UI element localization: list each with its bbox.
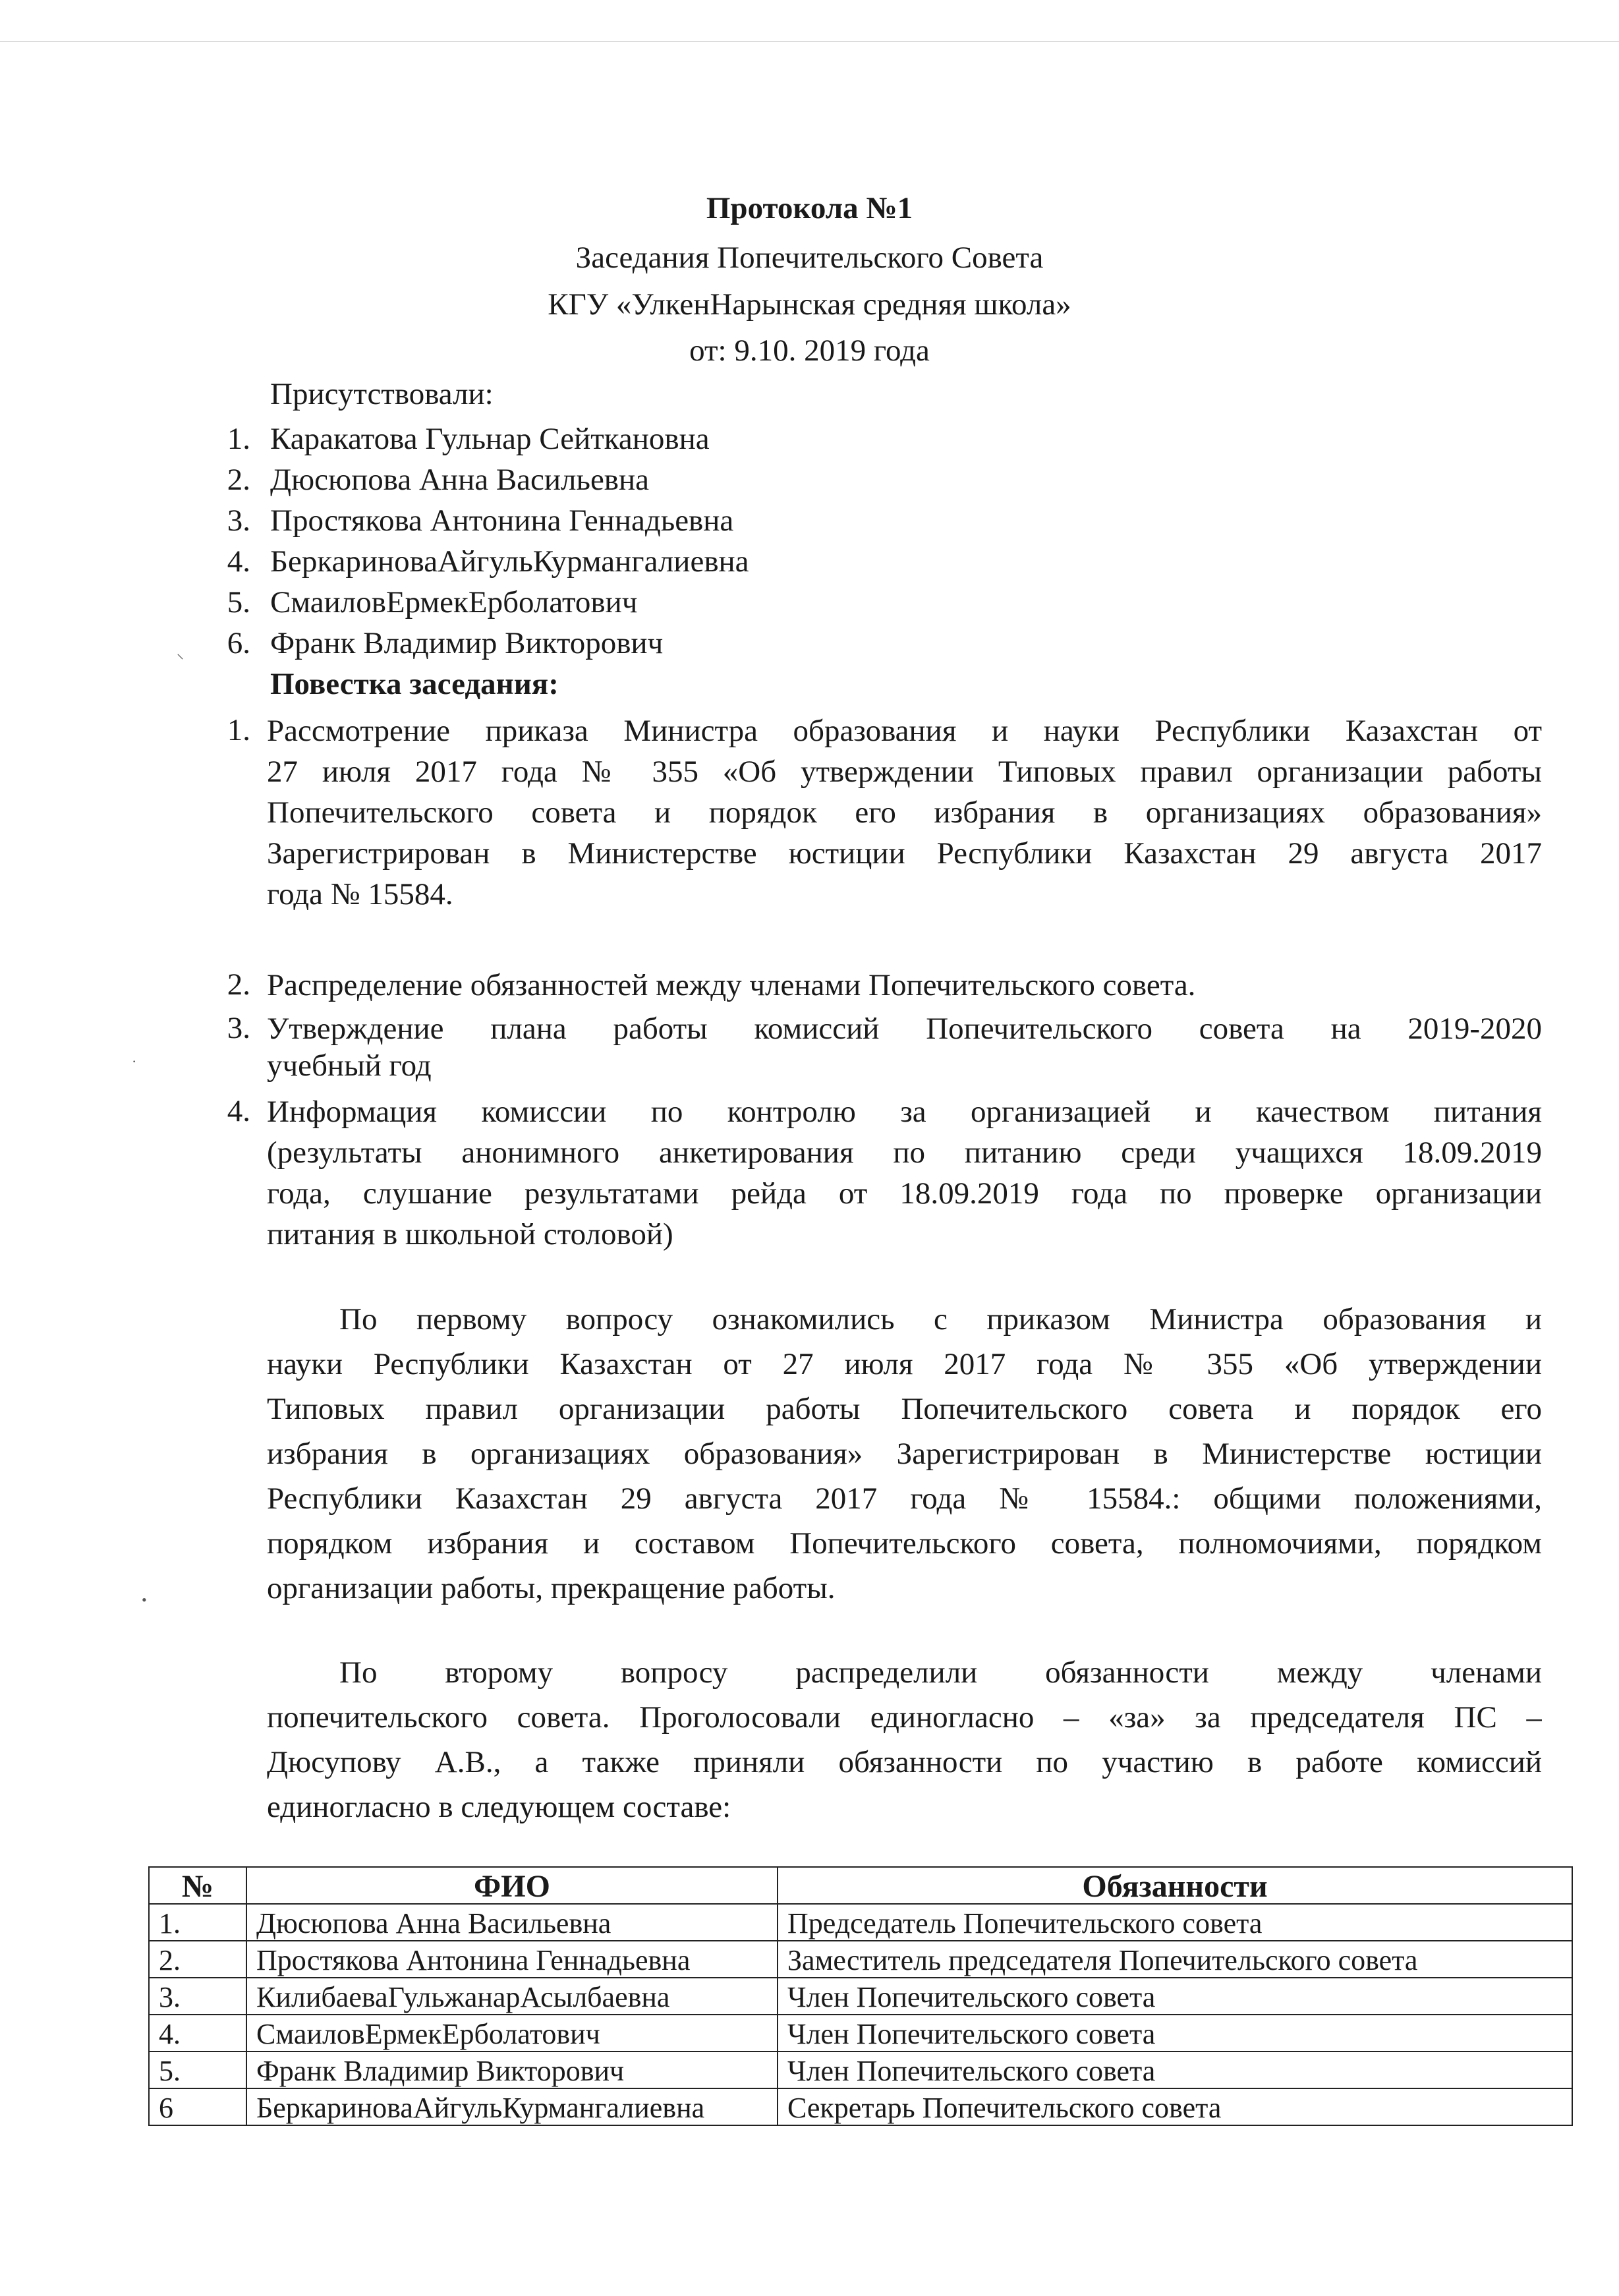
text-line: Дюсупову А.В., а также приняли обязанности по участию в работе комиссий: [267, 1745, 1542, 1779]
paragraph-second-question: [267, 1650, 1542, 1829]
text-line: По второму вопросу распределили обязанности между членами: [339, 1655, 1542, 1690]
attendee-name: СмаиловЕрмекЕрболатович: [270, 585, 638, 619]
list-number: 1.: [227, 713, 250, 747]
attendee-name: Простякова Антонина Геннадьевна: [270, 503, 734, 538]
text-line: учебный год: [267, 1048, 432, 1082]
member-name: СмаиловЕрмекЕрболатович: [246, 2015, 778, 2052]
text-line: Рассмотрение приказа Министра образования и науки Республики Казахстан от: [267, 714, 1542, 748]
agenda-heading: Повестка заседания:: [270, 667, 559, 701]
row-number: 4.: [149, 2015, 246, 2052]
member-duty: Заместитель председателя Попечительского совета: [778, 1941, 1572, 1978]
member-name: КилибаеваГульжанарАсылбаевна: [246, 1978, 778, 2015]
member-name: Простякова Антонина Геннадьевна: [246, 1941, 778, 1978]
text-line: Информация комиссии по контролю за организацией и качеством питания: [267, 1095, 1542, 1129]
text-line: года, слушание результатами рейда от 18.09.2019 года по проверке организации: [267, 1176, 1542, 1211]
text-line: науки Республики Казахстан от 27 июля 2017 года № 355 «Об утверждении: [267, 1347, 1542, 1381]
scan-speck: •: [142, 1592, 147, 1608]
agenda-item-3: [267, 1008, 1542, 1082]
document-subtitle: Заседания Попечительского Совета: [575, 241, 1044, 275]
column-header-number: №: [149, 1867, 246, 1904]
text-line: По первому вопросу ознакомились с приказом Министра образования и: [339, 1302, 1542, 1336]
attendee-name: Каракатова Гульнар Сейткановна: [270, 422, 710, 456]
row-number: 1.: [149, 1904, 246, 1941]
text-line: питания в школьной столовой): [267, 1217, 673, 1251]
table-row: [149, 1904, 1572, 1941]
list-number: 3.: [227, 1011, 250, 1045]
text-line: Утверждение плана работы комиссий Попечительского совета на 2019-2020: [267, 1012, 1542, 1045]
text-line: Попечительского совета и порядок его избрания в организациях образования»: [267, 795, 1542, 830]
text-line: организации работы, прекращение работы.: [267, 1571, 836, 1605]
table-row: [149, 1941, 1572, 1978]
list-number: 3.: [227, 503, 250, 538]
list-number: 2.: [227, 967, 250, 1002]
list-number: 6.: [227, 626, 250, 660]
text-line: избрания в организациях образования» Зарегистрирован в Министерстве юстиции: [267, 1437, 1542, 1471]
row-number: 6: [149, 2088, 246, 2125]
member-duty: Член Попечительского совета: [778, 1978, 1572, 2015]
text-line: года № 15584.: [267, 877, 453, 911]
document-title: Протокола №1: [706, 191, 913, 225]
member-duty: Секретарь Попечительского совета: [778, 2088, 1572, 2125]
agenda-item-4: [267, 1091, 1542, 1255]
list-number: 1.: [227, 422, 250, 456]
scan-speck: ⸌: [177, 651, 185, 668]
list-number: 2.: [227, 463, 250, 497]
scan-speck: ·: [132, 1053, 137, 1070]
column-header-name: ФИО: [246, 1867, 778, 1904]
member-name: БеркариноваАйгульКурмангалиевна: [246, 2088, 778, 2125]
member-duty: Член Попечительского совета: [778, 2052, 1572, 2088]
table-row: [149, 2088, 1572, 2125]
text-line: Зарегистрирован в Министерстве юстиции Республики Казахстан 29 августа 2017: [267, 836, 1542, 871]
row-number: 5.: [149, 2052, 246, 2088]
text-line: Распределение обязанностей между членами Попечительского совета.: [267, 968, 1196, 1002]
list-number: 5.: [227, 585, 250, 619]
document-date: от: 9.10. 2019 года: [689, 333, 930, 368]
duties-table: [148, 1866, 1573, 2126]
table-row: [149, 2015, 1572, 2052]
attendee-name: Франк Владимир Викторович: [270, 626, 664, 660]
table-row: [149, 1978, 1572, 2015]
text-line: (результаты анонимного анкетирования по питанию среди учащихся 18.09.2019: [267, 1135, 1542, 1170]
member-duty: Председатель Попечительского совета: [778, 1904, 1572, 1941]
member-name: Франк Владимир Викторович: [246, 2052, 778, 2088]
text-line: порядком избрания и составом Попечительского совета, полномочиями, порядком: [267, 1526, 1542, 1561]
table-header-row: [149, 1867, 1572, 1904]
agenda-item-2: [267, 965, 1542, 1006]
attendee-name: БеркариноваАйгульКурмангалиевна: [270, 544, 749, 579]
school-name: КГУ «УлкенНарынская средняя школа»: [548, 287, 1071, 322]
list-number: 4.: [227, 1094, 250, 1128]
text-line: 27 июля 2017 года № 355 «Об утверждении Типовых правил организации работы: [267, 755, 1542, 789]
agenda-item-1: [267, 710, 1542, 915]
list-number: 4.: [227, 544, 250, 579]
row-number: 3.: [149, 1978, 246, 2015]
paragraph-first-question: [267, 1297, 1542, 1611]
row-number: 2.: [149, 1941, 246, 1978]
text-line: Республики Казахстан 29 августа 2017 года № 15584.: общими положениями,: [267, 1481, 1542, 1516]
attendees-heading: Присутствовали:: [270, 377, 494, 411]
text-line: Типовых правил организации работы Попечительского совета и порядок его: [267, 1392, 1542, 1426]
scan-edge: [0, 41, 1619, 42]
column-header-duties: Обязанности: [778, 1867, 1572, 1904]
text-line: единогласно в следующем составе:: [267, 1790, 731, 1824]
attendee-name: Дюсюпова Анна Васильевна: [270, 463, 650, 497]
text-line: попечительского совета. Проголосовали единогласно – «за» за председателя ПС –: [267, 1700, 1542, 1735]
member-duty: Член Попечительского совета: [778, 2015, 1572, 2052]
member-name: Дюсюпова Анна Васильевна: [246, 1904, 778, 1941]
table-row: [149, 2052, 1572, 2088]
